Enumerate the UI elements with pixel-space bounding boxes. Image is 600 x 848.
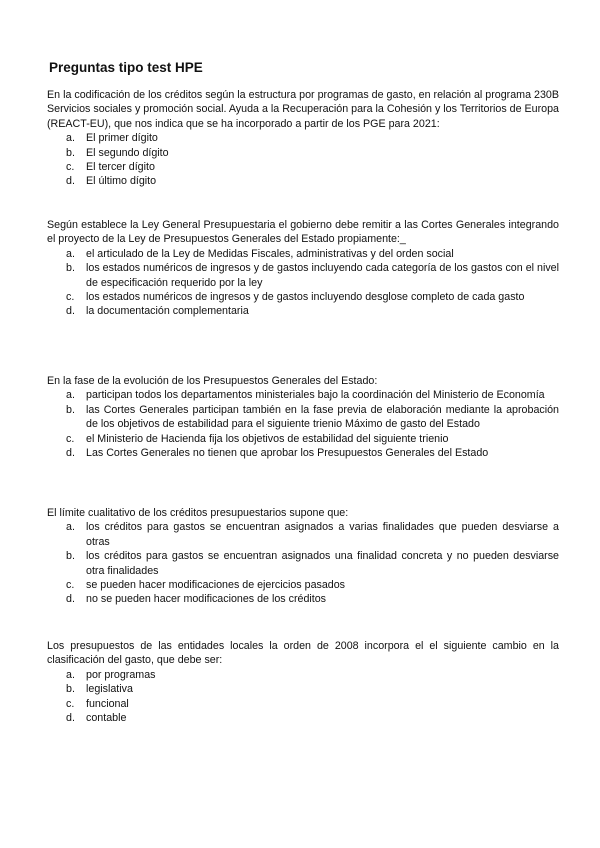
question-stem: El límite cualitativo de los créditos presupuestarios supone que: bbox=[47, 507, 349, 519]
option-a[interactable] bbox=[47, 131, 559, 145]
option-letter: c. bbox=[66, 579, 75, 592]
option-d[interactable] bbox=[47, 711, 559, 725]
option-text: El último dígito bbox=[86, 175, 157, 188]
option-text: las Cortes Generales participan también en la fase previa de elaboración mediante la aprobación de los objetivos de estabilidad para el siguiente trienio Máximo de gasto del Estado bbox=[86, 403, 559, 431]
option-c[interactable] bbox=[47, 160, 559, 174]
option-letter: d. bbox=[66, 447, 75, 460]
option-letter: c. bbox=[66, 291, 75, 304]
option-c[interactable] bbox=[47, 290, 559, 304]
question-stem: En la codificación de los créditos según la estructura por programas de gasto, en relación al programa 230B Servicios sociales y promoción social. Ayuda a la Recuperación para la Cohesión y los Territorios de Europa (REACT-EU), que nos indica que se ha incorporado a partir de los PGE para 2021: bbox=[47, 89, 559, 130]
option-letter: c. bbox=[66, 161, 75, 174]
option-text: legislativa bbox=[86, 683, 133, 696]
option-b[interactable] bbox=[47, 146, 559, 160]
option-letter: a. bbox=[66, 132, 75, 145]
question-stem: En la fase de la evolución de los Presupuestos Generales del Estado: bbox=[47, 375, 378, 387]
option-letter: c. bbox=[66, 432, 75, 445]
option-d[interactable] bbox=[47, 592, 559, 606]
question-stem: Los presupuestos de las entidades locales la orden de 2008 incorpora el el siguiente cambio en la clasificación del gasto, que debe ser: bbox=[47, 640, 559, 667]
options-list bbox=[47, 520, 559, 606]
question-1 bbox=[47, 88, 559, 189]
option-c[interactable] bbox=[47, 432, 559, 446]
page-title: Preguntas tipo test HPE bbox=[49, 60, 203, 75]
option-text: El primer dígito bbox=[86, 132, 158, 145]
option-d[interactable] bbox=[47, 174, 559, 188]
option-c[interactable] bbox=[47, 697, 559, 711]
option-letter: b. bbox=[66, 683, 75, 696]
option-a[interactable] bbox=[47, 668, 559, 682]
option-text: el articulado de la Ley de Medidas Fiscales, administrativas y del orden social bbox=[86, 247, 454, 260]
option-c[interactable] bbox=[47, 578, 559, 592]
option-text: el Ministerio de Hacienda fija los objetivos de estabilidad del siguiente trienio bbox=[86, 432, 449, 445]
option-letter: d. bbox=[66, 305, 75, 318]
option-text: se pueden hacer modificaciones de ejercicios pasados bbox=[86, 579, 346, 592]
option-b[interactable] bbox=[47, 549, 559, 578]
option-text: El tercer dígito bbox=[86, 161, 155, 174]
option-letter: a. bbox=[66, 668, 75, 681]
option-letter: d. bbox=[66, 175, 75, 188]
options-list bbox=[47, 388, 559, 460]
option-text: la documentación complementaria bbox=[86, 305, 249, 318]
option-text: los estados numéricos de ingresos y de gastos incluyendo desglose completo de cada gasto bbox=[86, 291, 525, 304]
option-letter: a. bbox=[66, 247, 75, 260]
option-letter: b. bbox=[66, 550, 75, 563]
option-letter: b. bbox=[66, 146, 75, 159]
question-2 bbox=[47, 218, 559, 319]
option-a[interactable] bbox=[47, 520, 559, 549]
option-b[interactable] bbox=[47, 403, 559, 432]
option-text: los créditos para gastos se encuentran asignados a varias finalidades que pueden desviarse a otras bbox=[86, 521, 559, 548]
option-letter: c. bbox=[66, 697, 75, 710]
option-text: los estados numéricos de ingresos y de gastos incluyendo cada categoría de los gastos con el nivel de especificación requerido por la ley bbox=[86, 262, 559, 289]
option-text: contable bbox=[86, 712, 127, 725]
question-stem: Según establece la Ley General Presupuestaria el gobierno debe remitir a las Cortes Generales integrando el proyecto de la Ley de Presupuestos Generales del Estado propiamente:_ bbox=[47, 219, 559, 246]
option-d[interactable] bbox=[47, 304, 559, 318]
option-text: participan todos los departamentos ministeriales bajo la coordinación del Ministerio de Economía bbox=[86, 389, 545, 402]
options-list bbox=[47, 247, 559, 319]
option-letter: b. bbox=[66, 262, 75, 275]
option-text: Las Cortes Generales no tienen que aprobar los Presupuestos Generales del Estado bbox=[86, 447, 489, 460]
question-3 bbox=[47, 374, 559, 460]
question-4 bbox=[47, 506, 559, 607]
option-text: por programas bbox=[86, 668, 156, 681]
option-a[interactable] bbox=[47, 388, 559, 402]
option-d[interactable] bbox=[47, 446, 559, 460]
option-letter: a. bbox=[66, 521, 75, 534]
option-text: no se pueden hacer modificaciones de los créditos bbox=[86, 593, 327, 606]
option-b[interactable] bbox=[47, 261, 559, 290]
option-text: los créditos para gastos se encuentran asignados una finalidad concreta y no pueden desviarse otra finalidades bbox=[86, 550, 559, 577]
question-5 bbox=[47, 639, 559, 725]
option-text: El segundo dígito bbox=[86, 146, 169, 159]
option-text: funcional bbox=[86, 697, 129, 710]
option-letter: d. bbox=[66, 712, 75, 725]
option-letter: a. bbox=[66, 389, 75, 402]
options-list bbox=[47, 668, 559, 726]
option-b[interactable] bbox=[47, 682, 559, 696]
option-a[interactable] bbox=[47, 247, 559, 261]
options-list bbox=[47, 131, 559, 189]
option-letter: b. bbox=[66, 403, 75, 416]
option-letter: d. bbox=[66, 593, 75, 606]
